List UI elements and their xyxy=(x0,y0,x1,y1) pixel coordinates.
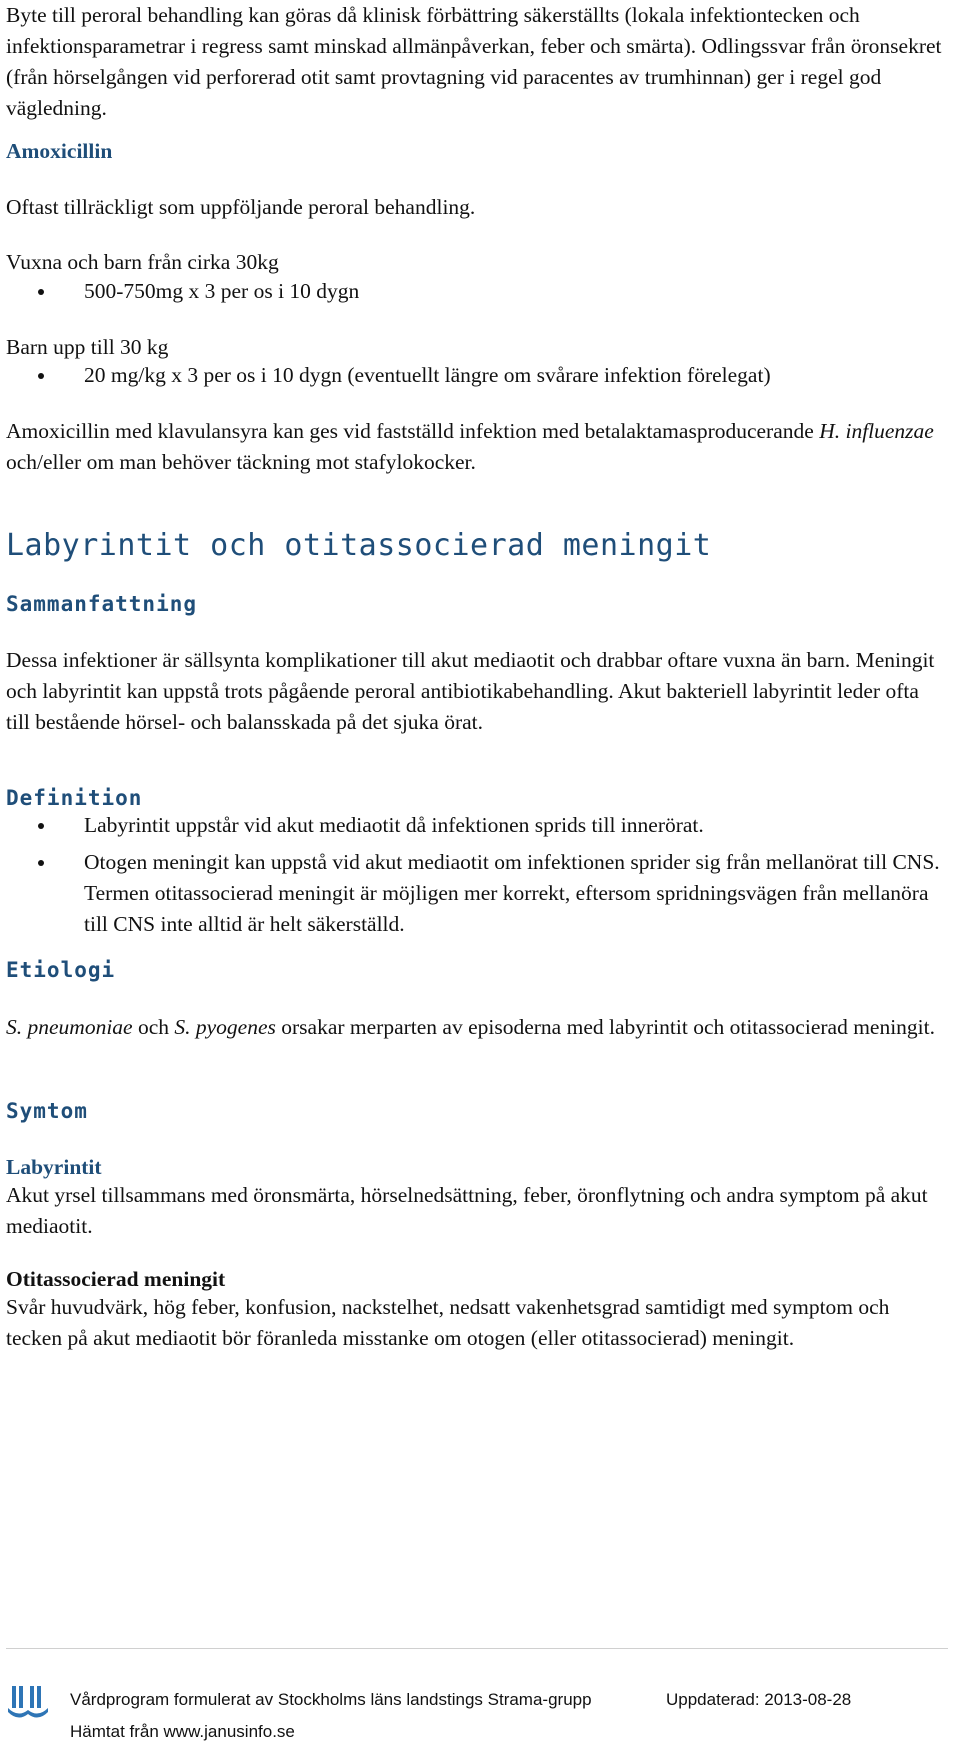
etiology-text xyxy=(6,1012,946,1043)
child-dose-label: Barn upp till 30 kg xyxy=(6,335,169,359)
etiology-species-2: S. pyogenes xyxy=(174,1015,276,1039)
labyrintit-heading: Labyrintit xyxy=(6,1155,102,1179)
bullet-icon xyxy=(38,289,44,295)
footer-updated: Uppdaterad: 2013-08-28 xyxy=(666,1690,852,1709)
definition-item-2: Otogen meningit kan uppstå vid akut mediaotit om infektionen sprider sig från mellanörat till CNS. Termen otitassocierad meningit är möjligen mer korrekt, eftersom spridningsvägen från mellanöra till CNS inte alltid är helt säkerställd. xyxy=(84,850,940,936)
list-item xyxy=(0,276,950,307)
child-dose-text: 20 mg/kg x 3 per os i 10 dygn (eventuellt längre om svårare infektion förelegat) xyxy=(84,363,771,387)
summary-text: Dessa infektioner är sällsynta komplikationer till akut mediaotit och drabbar oftare vuxna än barn. Meningit och labyrintit kan uppstå trots pågående peroral antibiotikabehandling. Akut bakteriell labyrintit leder ofta till bestående hörsel- och balansskada på det sjuka örat. xyxy=(6,648,935,734)
list-item xyxy=(0,847,950,940)
janusinfo-logo-icon xyxy=(8,1684,48,1718)
intro-paragraph: Byte till peroral behandling kan göras då klinisk förbättring säkerställts (lokala infektiontecken och infektionsparametrar i regress samt minskad allmänpåverkan, feber och smärta). Odlingssvar från öronsekret (från hörselgången vid perforerad otit samt provtagning vid paracentes av trumhinnan) ger i regel god vägledning. xyxy=(6,3,942,120)
etiology-rest: orsakar merparten av episoderna med labyrintit och otitassocierad meningit. xyxy=(275,1015,935,1039)
clav-italic-h: H. xyxy=(819,419,841,443)
labyrintit-text: Akut yrsel tillsammans med öronsmärta, hörselnedsättning, feber, öronflytning och andra symptom på akut mediaotit. xyxy=(6,1183,928,1238)
footer-source: Hämtat från www.janusinfo.se xyxy=(70,1722,295,1741)
footer-program: Vårdprogram formulerat av Stockholms läns landstings Strama-grupp xyxy=(70,1690,592,1709)
clav-text-part1: Amoxicillin med klavulansyra kan ges vid fastställd infektion med betalaktamasproducerande xyxy=(6,419,820,443)
bullet-icon xyxy=(38,860,44,866)
etiology-heading: Etiologi xyxy=(6,958,116,982)
child-dose-list xyxy=(0,360,950,391)
etiology-species-1: S. pneumoniae xyxy=(6,1015,133,1039)
adult-dose-list xyxy=(0,276,950,307)
definition-heading: Definition xyxy=(6,786,143,810)
adult-dose-text: 500-750mg x 3 per os i 10 dygn xyxy=(84,279,360,303)
bullet-icon xyxy=(38,373,44,379)
amoxicillin-text: Oftast tillräckligt som uppföljande peroral behandling. xyxy=(6,195,476,219)
clavulanic-paragraph xyxy=(6,416,946,478)
meningit-heading: Otitassocierad meningit xyxy=(6,1267,226,1291)
clav-italic-influenzae: influenzae xyxy=(845,419,934,443)
etiology-och: och xyxy=(132,1015,175,1039)
amoxicillin-heading: Amoxicillin xyxy=(6,139,113,163)
meningit-text: Svår huvudvärk, hög feber, konfusion, nackstelhet, nedsatt vakenhetsgrad samtidigt med symptom och tecken på akut mediaotit bör föranleda misstanke om otogen (eller otitassocierad) meningit. xyxy=(6,1295,890,1350)
definition-item-1: Labyrintit uppstår vid akut mediaotit då infektionen sprids till innerörat. xyxy=(84,813,704,837)
adult-dose-label: Vuxna och barn från cirka 30kg xyxy=(6,250,279,274)
summary-heading: Sammanfattning xyxy=(6,592,198,616)
symptom-heading: Symtom xyxy=(6,1099,88,1123)
definition-list xyxy=(0,810,950,940)
list-item xyxy=(0,360,950,391)
bullet-icon xyxy=(38,823,44,829)
section-title: Labyrintit och otitassocierad meningit xyxy=(6,528,712,563)
footer-divider xyxy=(6,1648,948,1649)
clav-text-part2: och/eller om man behöver täckning mot stafylokocker. xyxy=(6,450,476,474)
list-item xyxy=(0,810,950,841)
